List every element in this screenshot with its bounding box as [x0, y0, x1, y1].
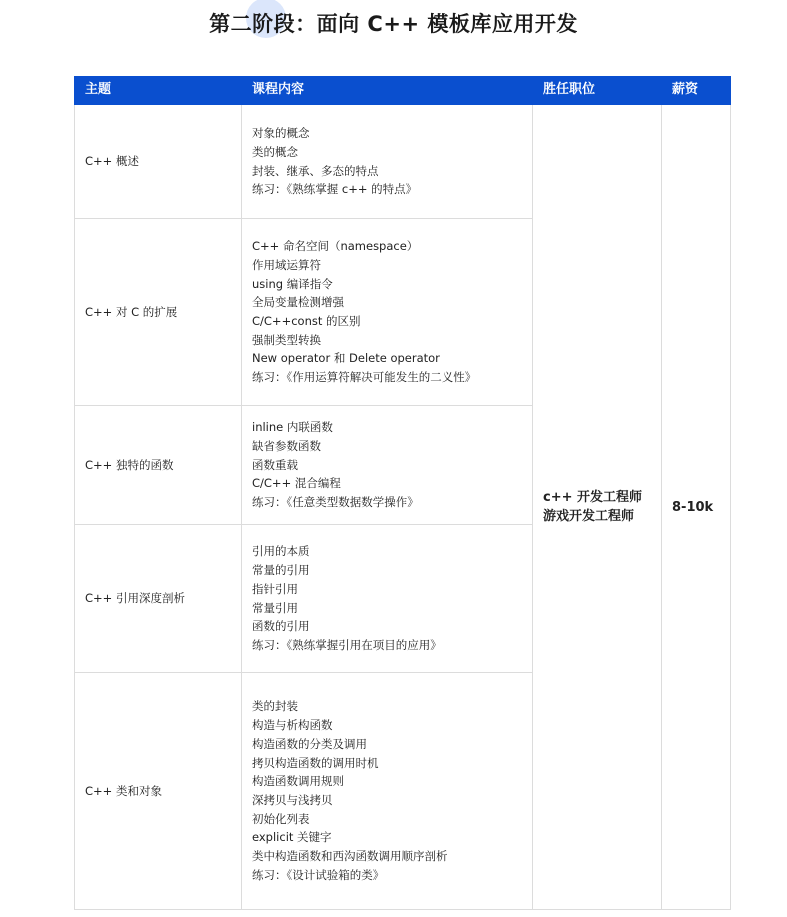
content-line: 练习：《任意类型数据数学操作》 [252, 495, 419, 510]
content-line: 构造函数的分类及调用 [252, 736, 367, 751]
content-line: 深拷贝与浅拷贝 [252, 793, 333, 807]
content-line: 对象的概念 [252, 126, 310, 141]
content-line: 练习：《熟练掌握引用在项目的应用》 [252, 637, 442, 652]
title-area [0, 0, 787, 44]
position-line: 游戏开发工程师 [543, 509, 635, 524]
content-line: 拷贝构造函数的调用时机 [252, 755, 379, 770]
content-line: 常量的引用 [252, 563, 310, 578]
topic-cell: C++ 对 C 的扩展 [75, 219, 242, 406]
page-title: 第二阶段：面向 C++ 模板库应用开发 [209, 12, 578, 36]
content-line: 类中构造函数和西沟函数调用顺序剖析 [252, 849, 448, 864]
content-line: 函数重载 [252, 457, 298, 472]
content-line: using 编译指令 [252, 276, 333, 291]
topic-cell: C++ 类和对象 [75, 673, 242, 910]
header-topic: 主题 [75, 77, 242, 105]
content-cell [242, 525, 533, 673]
content-cell [242, 673, 533, 910]
content-line: 引用的本质 [252, 544, 310, 559]
content-line: 强制类型转换 [252, 332, 321, 347]
position-line: c++ 开发工程师 [543, 490, 643, 505]
curriculum-table [74, 76, 731, 910]
header-content: 课程内容 [242, 77, 533, 105]
content-line: 练习：《设计试验箱的类》 [252, 867, 385, 882]
salary-cell: 8-10k [662, 105, 731, 910]
header-position: 胜任职位 [533, 77, 662, 105]
content-line: New operator 和 Delete operator [252, 351, 440, 366]
content-line: 函数的引用 [252, 619, 310, 634]
content-line: 指针引用 [252, 581, 298, 596]
header-salary: 薪资 [662, 77, 731, 105]
table-row [75, 105, 731, 219]
content-line: 类的封装 [252, 699, 298, 714]
content-line: 封装、继承、多态的特点 [252, 163, 379, 178]
topic-cell: C++ 独特的函数 [75, 406, 242, 525]
content-line: 练习：《熟练掌握 c++ 的特点》 [252, 182, 418, 197]
topic-cell: C++ 引用深度剖析 [75, 525, 242, 673]
content-line: 类的概念 [252, 144, 298, 159]
content-line: 作用域运算符 [252, 257, 321, 272]
content-cell [242, 219, 533, 406]
content-line: 初始化列表 [252, 811, 310, 826]
content-line: inline 内联函数 [252, 420, 333, 435]
topic-cell: C++ 概述 [75, 105, 242, 219]
content-line: 常量引用 [252, 600, 298, 615]
content-cell [242, 406, 533, 525]
content-line: 构造与析构函数 [252, 718, 333, 733]
content-line: 缺省参数函数 [252, 438, 321, 453]
content-line: 构造函数调用规则 [252, 774, 344, 789]
position-cell [533, 105, 662, 910]
content-line: 全局变量检测增强 [252, 295, 344, 310]
table-header-row [75, 77, 731, 105]
content-line: 练习：《作用运算符解决可能发生的二义性》 [252, 370, 477, 385]
content-line: C/C++ 混合编程 [252, 476, 341, 491]
content-line: C++ 命名空间（namespace） [252, 239, 419, 254]
content-cell [242, 105, 533, 219]
content-line: explicit 关键字 [252, 830, 332, 845]
content-line: C/C++const 的区别 [252, 314, 361, 328]
